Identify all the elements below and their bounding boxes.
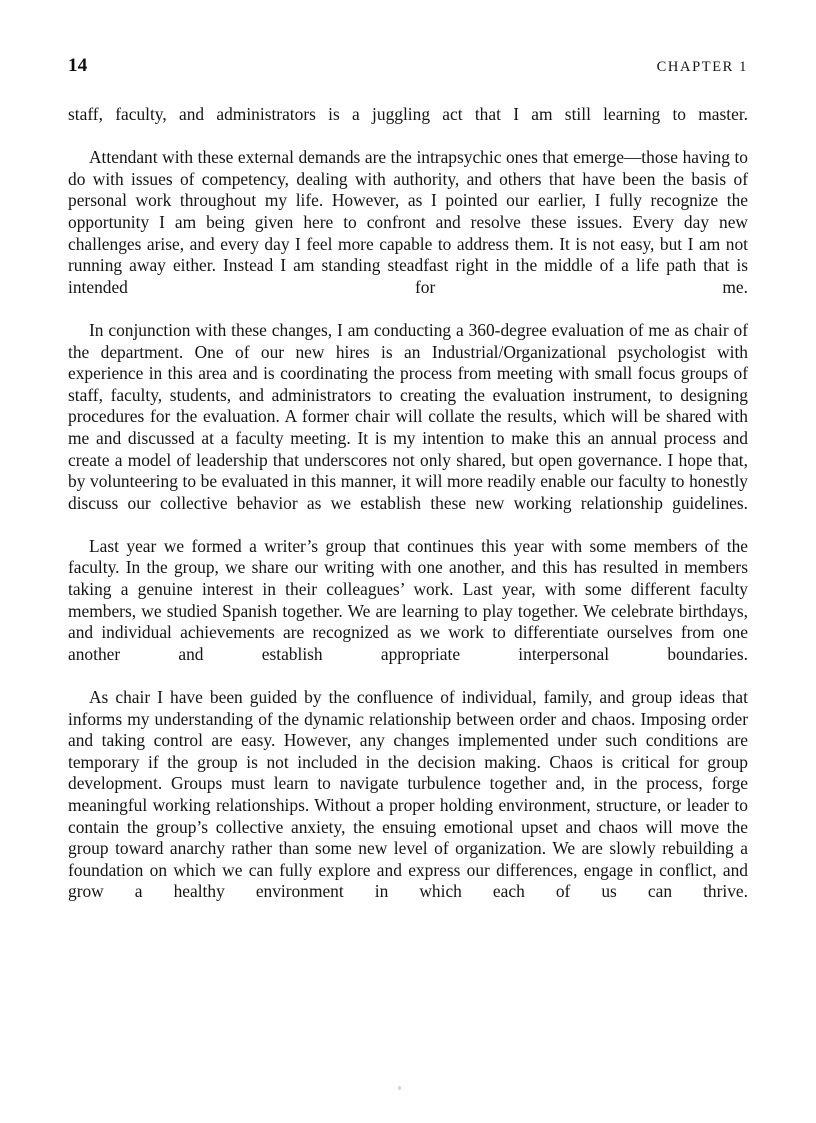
body-text-column [68,104,748,925]
chapter-running-head: CHAPTER 1 [656,59,748,75]
paragraph-attendant-external-demands: Attendant with these external demands are the intrapsychic ones that emerge—those having to do with issues of competency, dealing with authority, and others that have been the basis of personal work throughout my life. However, as I pointed our earlier, I fully recognize the opportunity I am being given here to confront and resolve these issues. Every day new challenges arise, and every day I feel more capable to address them. It is not easy, but I am not running away either. Instead I am standing steadfast right in the middle of a life path that is intended for me. [68,147,748,297]
paragraph-writers-group: Last year we formed a writer’s group that continues this year with some members of the faculty. In the group, we share our writing with one another, and this has resulted in members taking a genuine interest in their colleagues’ work. Last year, with some different faculty members, we studied Spanish together. We are learning to play together. We celebrate birthdays, and individual achievements are recognized as we work to differentiate ourselves from one another and establish appropriate interpersonal boundaries. [68,535,748,664]
paragraph-continuation: staff, faculty, and administrators is a juggling act that I am still learning to master. [68,104,748,124]
page-number: 14 [68,55,88,76]
running-header [68,56,748,82]
scan-artifact-speck [398,1086,401,1090]
paragraph-order-and-chaos: As chair I have been guided by the confluence of individual, family, and group ideas that informs my understanding of the dynamic relationship between order and chaos. Imposing order and taking control are easy. However, any changes implemented under such conditions are temporary if the group is not included in the decision making. Chaos is critical for group development. Groups must learn to navigate turbulence together and, in the process, forge meaningful working relationships. Without a proper holding environment, structure, or leader to contain the group’s collective anxiety, the ensuing emotional upset and chaos will move the group toward anarchy rather than some new level of organization. We are slowly rebuilding a foundation on which we can fully explore and express our differences, engage in conflict, and grow a healthy environment in which each of us can thrive. [68,687,748,902]
paragraph-360-degree-evaluation: In conjunction with these changes, I am conducting a 360-degree evaluation of me as chair of the department. One of our new hires is an Industrial/Organizational psychologist with experience in this area and is coordinating the process from meeting with small focus groups of staff, faculty, students, and administrators to creating the evaluation instrument, to designing procedures for the evaluation. A former chair will collate the results, which will be shared with me and discussed at a faculty meeting. It is my intention to make this an annual process and create a model of leadership that underscores not only shared, but open governance. I hope that, by volunteering to be evaluated in this manner, it will more readily enable our faculty to honestly discuss our collective behavior as we establish these new working relationship guidelines. [68,319,748,513]
